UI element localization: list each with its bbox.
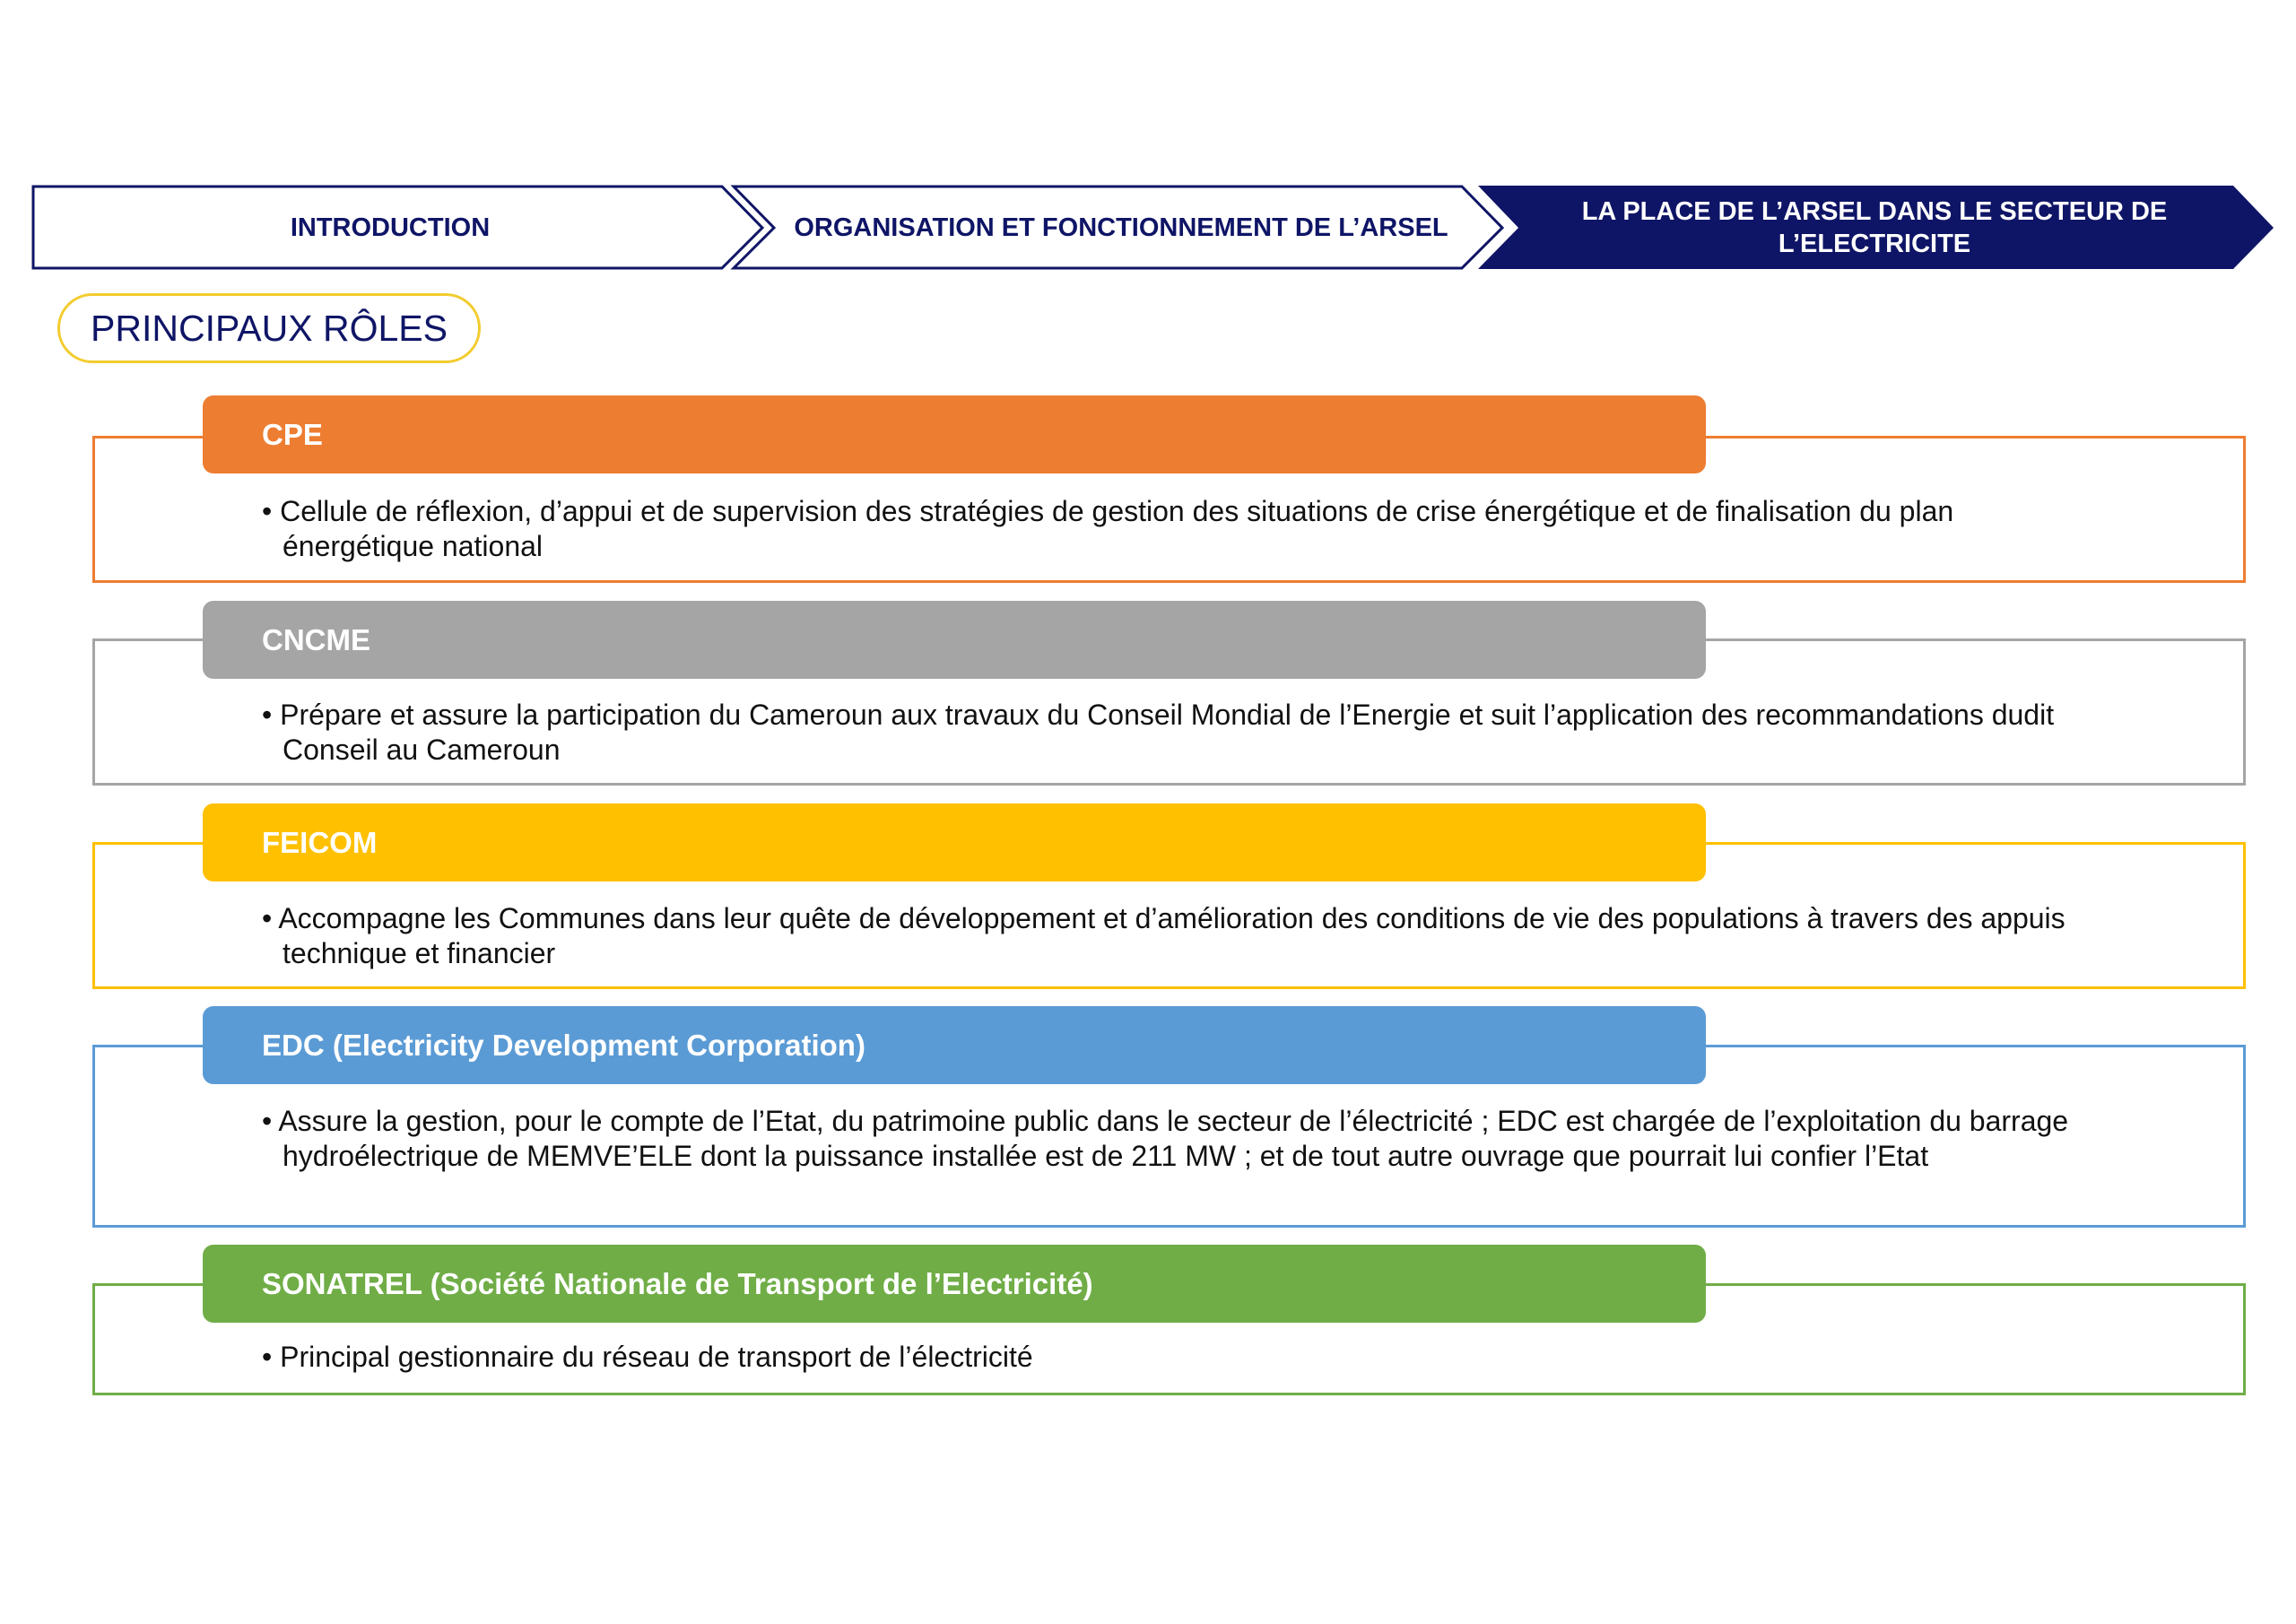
- role-title: CNCME: [203, 601, 1706, 679]
- role-description: • Cellule de réflexion, d’appui et de supervision des stratégies de gestion des situations de crise énergétique et de finalisation du plan énergétique national: [262, 495, 1954, 562]
- step-place-arsel[interactable]: LA PLACE DE L’ARSEL DANS LE SECTEUR DE L’ELECTRICITE: [1581, 196, 2168, 258]
- role-description: • Prépare et assure la participation du Cameroun aux travaux du Conseil Mondial de l’Energie et suit l’application des recommandations dudit Conseil au Cameroun: [262, 699, 2055, 766]
- role-title: CPE: [203, 395, 1706, 473]
- role-description: • Principal gestionnaire du réseau de transport de l’électricité: [262, 1341, 1033, 1373]
- section-title: PRINCIPAUX RÔLES: [57, 293, 481, 363]
- role-title: SONATREL (Société Nationale de Transport de l’Electricité): [203, 1245, 1706, 1323]
- role-description: • Assure la gestion, pour le compte de l’Etat, du patrimoine public dans le secteur de l’électricité ; EDC est chargée de l’exploitation du barrage hydroélectrique de MEMVE’ELE dont la puissance installée est de 211 MW ; et de tout autre ouvrage que pourrait lui confier l’Etat: [262, 1105, 2069, 1172]
- role-description: • Accompagne les Communes dans leur quête de développement et d’amélioration des conditions de vie des populations à travers des appuis technique et financier: [262, 902, 2066, 969]
- step-organisation[interactable]: ORGANISATION ET FONCTIONNEMENT DE L’ARSEL: [794, 213, 1448, 242]
- role-title: EDC (Electricity Development Corporation): [203, 1006, 1706, 1084]
- step-introduction[interactable]: INTRODUCTION: [290, 213, 491, 242]
- role-title: FEICOM: [203, 803, 1706, 881]
